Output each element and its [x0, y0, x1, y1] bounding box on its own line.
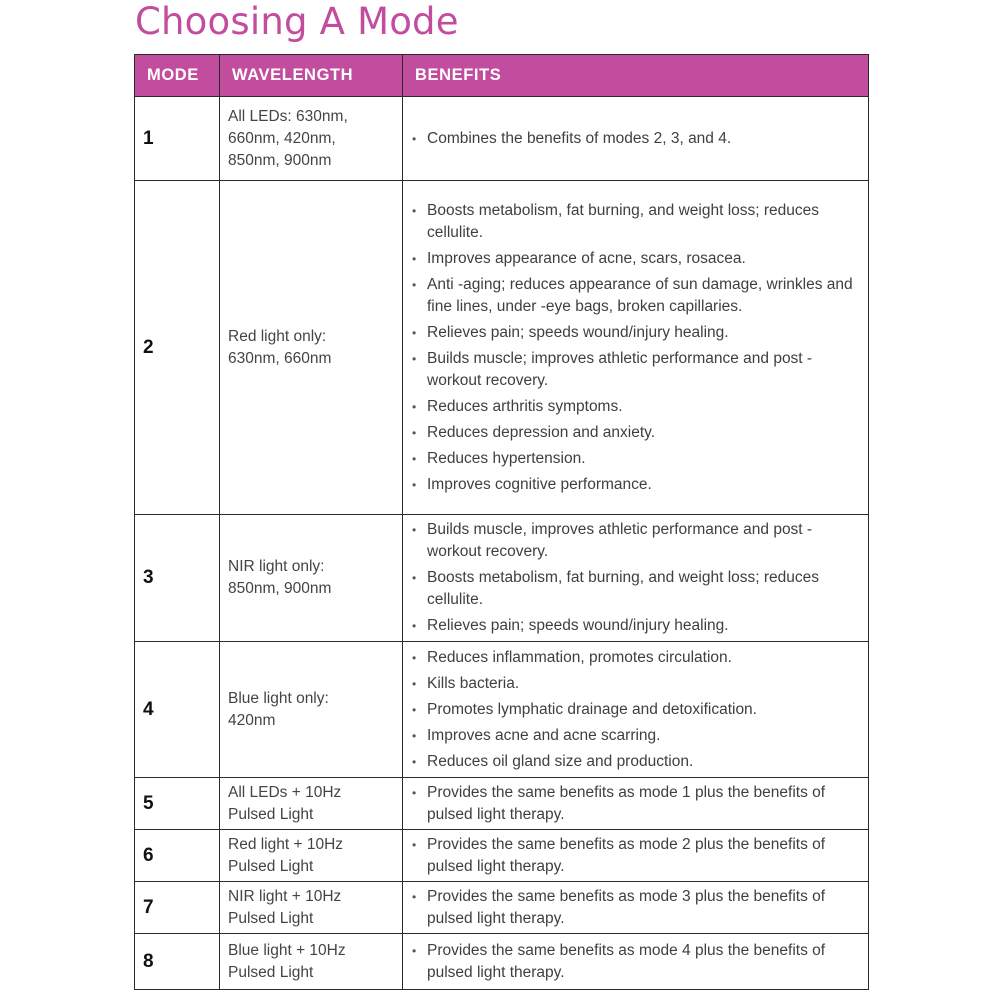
mode-number: 5 — [135, 778, 220, 830]
benefit-item: • Provides the same benefits as mode 1 plus the benefits of pulsed light therapy. — [411, 782, 860, 826]
benefits-cell — [403, 882, 869, 934]
benefit-item: • Reduces hypertension. — [411, 448, 860, 470]
page-title: Choosing A Mode — [135, 0, 459, 43]
mode-number: 6 — [135, 830, 220, 882]
wavelength-cell — [220, 97, 403, 181]
table-row — [135, 830, 869, 882]
wavelength-cell — [220, 778, 403, 830]
benefit-item: • Promotes lymphatic drainage and detoxification. — [411, 699, 860, 721]
benefits-list — [411, 519, 860, 637]
mode-number: 2 — [135, 181, 220, 515]
mode-number: 8 — [135, 934, 220, 990]
table-row — [135, 97, 869, 181]
table-body — [135, 97, 869, 990]
benefit-item: • Builds muscle, improves athletic performance and post -workout recovery. — [411, 519, 860, 563]
benefits-list — [411, 886, 860, 930]
table-row — [135, 642, 869, 778]
wavelength-line: 850nm, 900nm — [228, 151, 332, 169]
benefits-cell — [403, 778, 869, 830]
mode-number: 1 — [135, 97, 220, 181]
benefit-item: • Anti -aging; reduces appearance of sun damage, wrinkles and fine lines, under -eye bags, broken capillaries. — [411, 274, 860, 318]
wavelength-line: All LEDs + 10Hz — [228, 783, 342, 801]
wavelength-line: All LEDs: 630nm, — [228, 107, 348, 125]
benefits-cell — [403, 830, 869, 882]
benefit-item: • Improves cognitive performance. — [411, 474, 860, 496]
benefit-item: • Provides the same benefits as mode 3 plus the benefits of pulsed light therapy. — [411, 886, 860, 930]
table-row — [135, 882, 869, 934]
wavelength-line: 420nm — [228, 711, 276, 729]
benefit-item: • Boosts metabolism, fat burning, and weight loss; reduces cellulite. — [411, 567, 860, 611]
mode-number: 4 — [135, 642, 220, 778]
table-row — [135, 515, 869, 642]
benefit-item: • Reduces inflammation, promotes circulation. — [411, 647, 860, 669]
benefit-item: • Provides the same benefits as mode 4 plus the benefits of pulsed light therapy. — [411, 940, 860, 984]
benefits-list — [411, 647, 860, 773]
wavelength-line: Blue light + 10Hz — [228, 941, 346, 959]
benefit-item: • Provides the same benefits as mode 2 plus the benefits of pulsed light therapy. — [411, 834, 860, 878]
wavelength-line: 630nm, 660nm — [228, 349, 332, 367]
modes-table — [134, 54, 869, 990]
benefits-list — [411, 200, 860, 496]
table-row — [135, 934, 869, 990]
wavelength-line: 660nm, 420nm, — [228, 129, 336, 147]
wavelength-cell — [220, 642, 403, 778]
wavelength-line: Pulsed Light — [228, 857, 314, 875]
wavelength-cell — [220, 515, 403, 642]
table-row — [135, 778, 869, 830]
wavelength-line: Pulsed Light — [228, 909, 314, 927]
header-wavelength: WAVELENGTH — [220, 55, 403, 97]
benefit-item: • Boosts metabolism, fat burning, and weight loss; reduces cellulite. — [411, 200, 860, 244]
benefits-cell — [403, 97, 869, 181]
benefits-list — [411, 834, 860, 878]
table-row — [135, 181, 869, 515]
wavelength-line: Pulsed Light — [228, 805, 314, 823]
mode-number: 3 — [135, 515, 220, 642]
benefits-cell — [403, 642, 869, 778]
wavelength-line: NIR light + 10Hz — [228, 887, 342, 905]
benefits-cell — [403, 515, 869, 642]
benefit-item: • Reduces oil gland size and production. — [411, 751, 860, 773]
benefit-item: • Improves appearance of acne, scars, rosacea. — [411, 248, 860, 270]
wavelength-cell — [220, 882, 403, 934]
table-header — [135, 55, 869, 97]
wavelength-line: 850nm, 900nm — [228, 580, 332, 597]
wavelength-line: NIR light only: — [228, 558, 325, 575]
benefit-item: • Kills bacteria. — [411, 673, 860, 695]
wavelength-line: Red light + 10Hz — [228, 835, 344, 853]
wavelength-line: Pulsed Light — [228, 963, 314, 981]
benefits-list — [411, 782, 860, 826]
header-mode: MODE — [135, 55, 220, 97]
benefits-cell — [403, 934, 869, 990]
benefit-item: • Relieves pain; speeds wound/injury healing. — [411, 615, 860, 637]
wavelength-cell — [220, 181, 403, 515]
wavelength-line: Red light only: — [228, 327, 327, 345]
benefits-cell — [403, 181, 869, 515]
benefits-list — [411, 128, 860, 150]
wavelength-cell — [220, 830, 403, 882]
wavelength-line: Blue light only: — [228, 689, 329, 707]
benefit-item: • Reduces depression and anxiety. — [411, 422, 860, 444]
mode-number: 7 — [135, 882, 220, 934]
wavelength-cell — [220, 934, 403, 990]
header-row — [135, 55, 869, 97]
benefit-item: • Improves acne and acne scarring. — [411, 725, 860, 747]
benefit-item: • Relieves pain; speeds wound/injury healing. — [411, 322, 860, 344]
benefit-item: • Reduces arthritis symptoms. — [411, 396, 860, 418]
benefit-item: • Builds muscle; improves athletic performance and post -workout recovery. — [411, 348, 860, 392]
benefits-list — [411, 940, 860, 984]
header-benefits: BENEFITS — [403, 55, 869, 97]
benefit-item: • Combines the benefits of modes 2, 3, and 4. — [411, 128, 860, 150]
